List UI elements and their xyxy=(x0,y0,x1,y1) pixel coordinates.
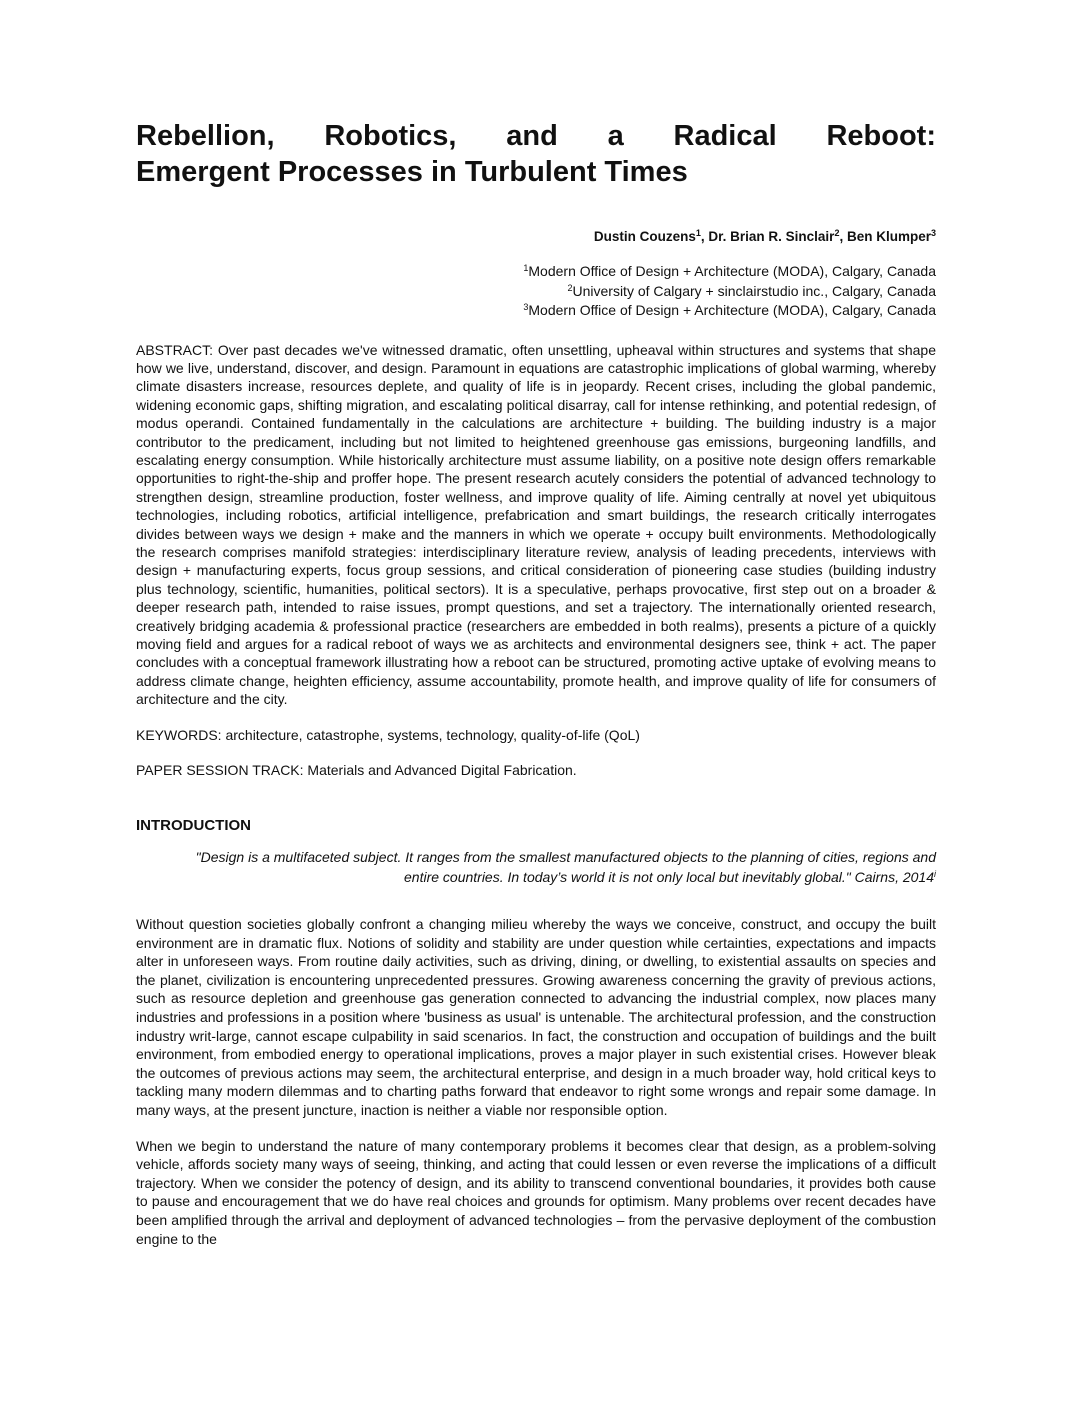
affiliation-list xyxy=(136,262,936,321)
author-separator: , xyxy=(839,229,847,244)
title-line-1: Rebellion, Robotics, and a Radical Reboot: xyxy=(136,120,936,152)
affiliation-superscript: 2 xyxy=(567,282,573,293)
body-paragraph: Without question societies globally confront a changing milieu whereby the ways we conceive, construct, and occupy the built environment are in dramatic flux. Notions of solidity and stability are under question while certainties, expectations and impacts alter in unforeseen ways. From routine daily activities, such as driving, dining, or dwelling, to existential assaults on species and the planet, civilization is encountering unprecedented pressures. Growing awareness concerning the gravity of previous actions, such as resource depletion and greenhouse gas generation connected to advancing the industrial complex, now places many industries and professions in a position where 'business as usual' is untenable. The architectural profession, and the construction industry writ-large, cannot escape culpability in said scenarios. In fact, the construction and occupation of buildings and the built environment, from embodied energy to operational implications, proves a major player in such existential crises. However bleak the outcomes of previous actions may seem, the architectural enterprise, and design in a much broader way, hold critical keys to tackling many modern dilemmas and to charting paths forward that endeavor to right some wrongs and repair some damage. In many ways, at the present juncture, inaction is neither a viable nor responsible option. xyxy=(136,916,936,1118)
author-name: Dustin Couzens xyxy=(593,229,696,244)
author-list xyxy=(136,228,936,246)
affiliation-text: Modern Office of Design + Architecture (MODA), Calgary, Canada xyxy=(528,302,936,318)
quote-text: "Design is a multifaceted subject. It ranges from the smallest manufactured objects to the planning of cities, regions and entire countries. In today’s world it is not only local but inevitably global." Cairns, 2014 xyxy=(195,849,936,885)
title-line-2: Emergent Processes in Turbulent Times xyxy=(136,156,688,188)
author-name: Dr. Brian R. Sinclair xyxy=(708,229,835,244)
author-superscript: 2 xyxy=(834,228,840,238)
affiliation-text: Modern Office of Design + Architecture (MODA), Calgary, Canada xyxy=(528,263,936,279)
author-superscript: 1 xyxy=(695,228,701,238)
keywords: KEYWORDS: architecture, catastrophe, systems, technology, quality-of-life (QoL) xyxy=(136,726,640,743)
abstract: ABSTRACT: Over past decades we've witnessed dramatic, often unsettling, upheaval within structures and systems that shape how we live, understand, discover, and design. Paramount in equations are catastrophic implications of global warming, whereby climate disasters increase, resources deplete, and quality of life is in jeopardy. Recent crises, including the global pandemic, widening economic gaps, shifting migration, and escalating political disarray, call for intense rethinking, and potential redesign, of modus operandi. Contained fundamentally in the calculations are architecture + building. The building industry is a major contributor to the predicament, including but not limited to heightened greenhouse gas emissions, burgeoning landfills, and escalating energy consumption. While historically architecture must assume liability, on a positive note design offers remarkable opportunities to right-the-ship and proffer hope. The present research acutely considers the potential of advanced technology to strengthen design, streamline production, foster wellness, and improve quality of life. Aiming centrally at novel yet ubiquitous technologies, including robotics, artificial intelligence, prefabrication and smart buildings, the research critically interrogates divides between ways we design + make and the manners in which we operate + occupy built environments. Methodologically the research comprises manifold strategies: interdisciplinary literature review, analysis of leading precedents, interviews with design + manufacturing experts, focus group sessions, and critical consideration of pioneering case studies (building industry plus technology, scientific, humanities, political sectors). It is a speculative, perhaps provocative, first step out on a broader & deeper research path, intended to raise issues, prompt questions, and set a trajectory. The internationally oriented research, creatively bridging academia & professional practice (researchers are embedded in both realms), presents a picture of a quickly moving field and argues for a radical reboot of ways we as architects and environmental designers see, think + act. The paper concludes with a conceptual framework illustrating how a reboot can be structured, promoting active uptake of evolving means to address climate change, heighten efficiency, assume accountability, promote health, and improve quality of life for consumers of architecture and the city. xyxy=(136,341,936,708)
affiliation-superscript: 3 xyxy=(523,302,529,312)
paper-page xyxy=(136,118,936,1262)
affiliation-superscript: 1 xyxy=(523,263,529,273)
affiliation xyxy=(136,301,936,321)
section-heading-introduction: INTRODUCTION xyxy=(136,816,251,834)
endnote-marker: i xyxy=(934,868,936,879)
epigraph-quote xyxy=(176,848,936,887)
affiliation xyxy=(136,282,936,302)
body-paragraph: When we begin to understand the nature of many contemporary problems it becomes clear that design, as a problem-solving vehicle, affords society many ways of seeing, thinking, and acting that could lessen or even reverse the implications of a difficult trajectory. When we consider the potency of design, and its ability to transcend conventional boundaries, it provides both cause to pause and encouragement that we do have real choices and grounds for optimism. Many problems over recent decades have been amplified through the arrival and deployment of advanced technologies – from the pervasive deployment of the combustion engine to the xyxy=(136,1137,936,1247)
author-separator: , xyxy=(700,229,709,244)
paper-session-track: PAPER SESSION TRACK: Materials and Advanced Digital Fabrication. xyxy=(136,761,577,778)
author-name: Ben Klumper xyxy=(846,229,931,244)
affiliation xyxy=(136,262,936,282)
affiliation-text: University of Calgary + sinclairstudio inc., Calgary, Canada xyxy=(572,282,936,299)
paper-title xyxy=(136,118,936,190)
author-superscript: 3 xyxy=(930,228,936,238)
